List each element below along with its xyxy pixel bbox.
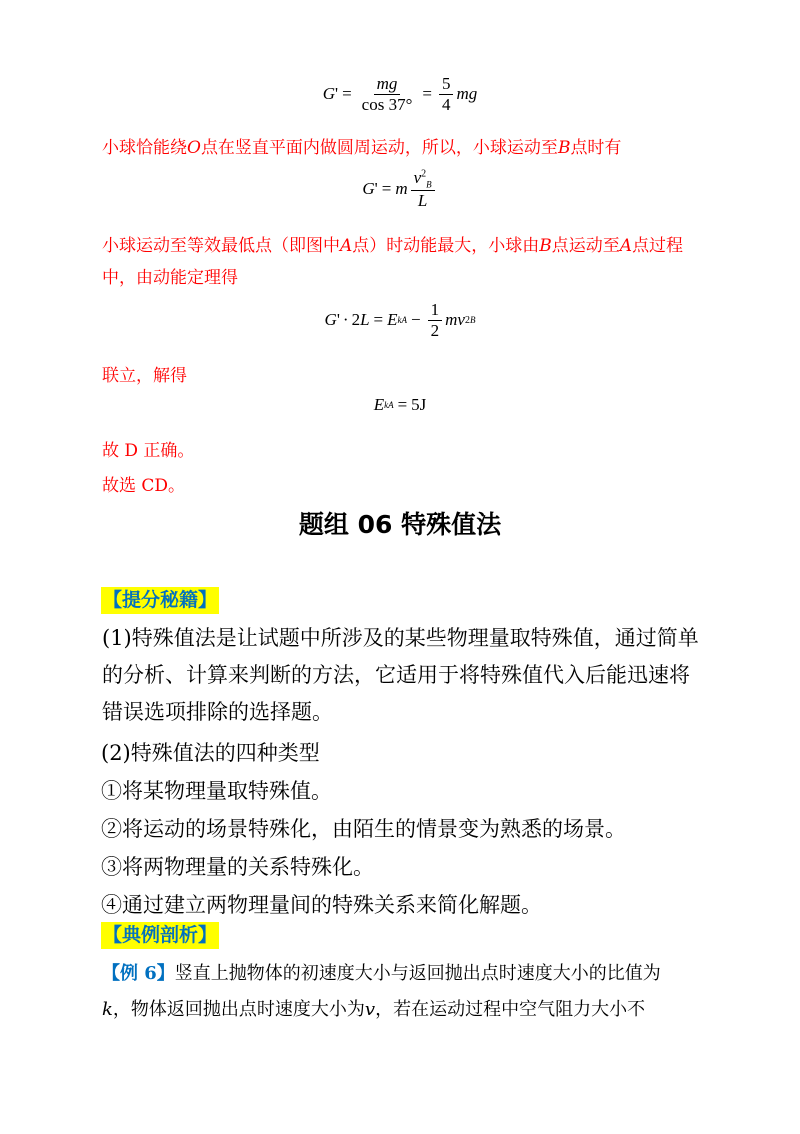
equation-g-prime-expr — [323, 74, 478, 114]
example-var: v — [364, 999, 376, 1020]
eq-operator: = — [381, 179, 392, 199]
eq-symbol: mg — [456, 84, 478, 104]
eq-symbol: ' — [374, 179, 378, 199]
eq-fraction — [439, 74, 454, 114]
eq-symbol: L — [360, 310, 370, 330]
badge-example-analysis: 【典例剖析】 — [101, 922, 219, 949]
eq-denominator: 2 — [430, 320, 440, 340]
paragraph-circular-motion — [102, 132, 700, 164]
eq-symbol: ' — [336, 310, 340, 330]
text: 点运动至 — [551, 236, 620, 256]
paragraph-d-correct: 故 D 正确。 — [102, 441, 195, 461]
eq-symbol: G — [324, 310, 337, 330]
equation-centripetal — [0, 168, 800, 210]
text: 点）时动能最大，小球由 — [352, 236, 540, 256]
paragraph-max-kinetic-energy — [102, 230, 700, 295]
text: 点过程中，由动能定理得 — [102, 236, 684, 289]
point-label: A — [340, 236, 353, 256]
point-label: O — [187, 138, 201, 158]
eq-denominator: 4 — [441, 94, 451, 114]
eq-operator: = — [342, 84, 352, 104]
eq-subscript: kA — [397, 315, 408, 326]
eq-fraction — [428, 300, 443, 340]
eq-numerator: v — [413, 168, 422, 187]
text: 点时有 — [570, 138, 622, 158]
example-tag: 【例 6】 — [102, 963, 175, 984]
eq-symbol: m — [395, 179, 408, 199]
badge-tips: 【提分秘籍】 — [101, 587, 219, 614]
eq-symbol: E — [387, 310, 398, 330]
equation-centripetal-expr — [362, 168, 437, 210]
equation-work-energy-expr — [325, 300, 476, 340]
eq-numerator: 5 — [439, 74, 454, 95]
paragraph-answer-cd: 故选 CD。 — [102, 476, 186, 496]
eq-superscript: 2 — [421, 168, 427, 180]
eq-symbol: mv — [445, 310, 465, 330]
point-label: B — [557, 138, 571, 158]
example-text: ，若在运动过程中空气阻力大小不 — [375, 999, 646, 1020]
equation-result — [0, 395, 800, 415]
paragraph-definition: (1)特殊值法是让试题中所涉及的某些物理量取特殊值，通过简单的分析、计算来判断的方法，它适用于将特殊值代入后能迅速将错误选项排除的选择题。 — [102, 626, 699, 724]
example-text: ，物体返回抛出点时速度大小为 — [112, 999, 365, 1020]
list-item-type-4: ④通过建立两物理量间的特殊关系来简化解题。 — [101, 893, 542, 917]
list-item-type-3: ③将两物理量的关系特殊化。 — [101, 855, 374, 879]
text: 小球恰能绕 — [102, 138, 187, 158]
eq-operator: = — [397, 395, 408, 414]
eq-subscript: B — [469, 315, 476, 326]
example-text: 竖直上抛物体的初速度大小与返回抛出点时速度大小的比值为 — [174, 963, 661, 984]
equation-g-prime — [0, 74, 800, 114]
eq-numerator: mg — [376, 74, 398, 93]
eq-operator: = — [422, 84, 432, 104]
eq-superscript: 2 — [464, 314, 470, 326]
eq-symbol: G — [322, 84, 335, 104]
eq-subscript: kA — [384, 400, 394, 410]
eq-symbol: G — [362, 179, 375, 199]
eq-symbol: E — [373, 395, 385, 414]
eq-operator: − — [411, 310, 421, 330]
example-var: k — [102, 999, 113, 1020]
text: 点在竖直平面内做圆周运动，所以，小球运动至 — [200, 138, 558, 158]
eq-numerator: 1 — [428, 300, 443, 321]
equation-work-energy — [0, 300, 800, 340]
eq-operator: = — [373, 310, 384, 330]
paragraph-solve: 联立，解得 — [102, 366, 187, 386]
list-item-type-1: ①将某物理量取特殊值。 — [101, 779, 332, 803]
equation-result-expr — [374, 395, 427, 415]
eq-denominator: cos 37° — [361, 94, 413, 114]
point-label: A — [619, 236, 633, 256]
paragraph-four-types: (2)特殊值法的四种类型 — [101, 741, 320, 765]
section-title: 题组 06 特殊值法 — [298, 510, 502, 539]
list-item-type-2: ②将运动的场景特殊化，由陌生的情景变为熟悉的场景。 — [101, 817, 626, 841]
eq-subscript: B — [426, 179, 432, 190]
eq-fraction — [411, 168, 435, 210]
text: 小球运动至等效最低点（即图中 — [102, 236, 340, 256]
point-label: B — [539, 236, 552, 256]
eq-fraction — [359, 74, 416, 114]
eq-denominator: L — [417, 190, 428, 210]
example-6 — [102, 956, 704, 1028]
eq-number: 2 — [351, 310, 361, 330]
eq-operator: · — [342, 310, 349, 330]
eq-value: 5J — [411, 395, 427, 414]
eq-symbol: ' — [335, 84, 339, 104]
